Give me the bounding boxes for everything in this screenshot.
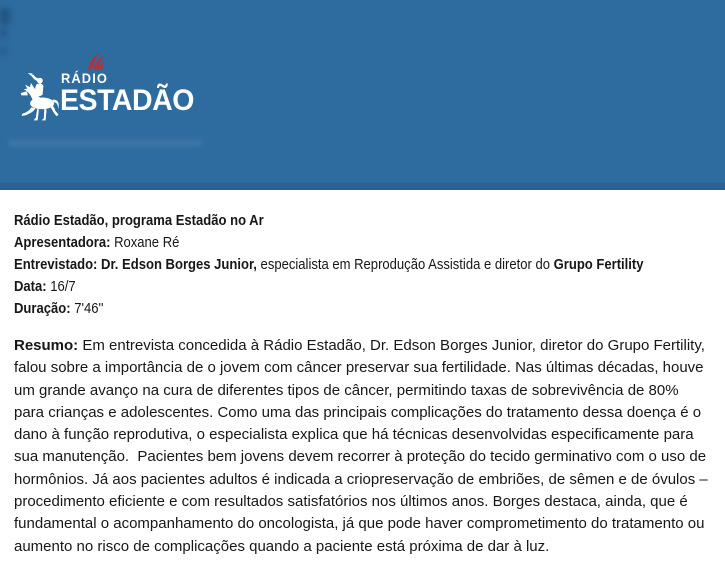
summary-text: Em entrevista concedida à Rádio Estadão, Dr. Edson Borges Junior, diretor do Grupo Fertility, falou sobre a importância de o jovem com câncer preservar sua fertilidade. Nas últimas décadas, houve um grande avanço na cura de diferentes tipos de câncer, permitindo taxas de sobrevivência de 80% para crianças e adolescentes. Como uma das principais complicações do tratamento dessa doença é o dano à função reprodutiva, o especialista explica que há técnicas desenvolvidas especificamente para sua manutenção. Pacientes bem jovens devem recorrer à proteção do tecido germinativo com o uso de hormônios. Já aos pacientes adultos é indicada a criopreservação de embriões, de sêmen e de óvulos – procedimento eficiente e com resultados satisfatórios nos últimos anos. Borges destaca, ainda, que é fundamental o acompanhamento do oncologista, já que pode haver comprometimento do tratamento ou aumento no risco de complicações quando a paciente está próxima de dar à luz. xyxy=(14,337,712,555)
document-body xyxy=(0,190,725,558)
radio-estadao-logo xyxy=(16,52,246,127)
date-line xyxy=(14,276,640,298)
banner xyxy=(0,0,725,190)
presenter-line xyxy=(14,232,640,254)
date-label: Data: xyxy=(14,279,47,295)
duration-line xyxy=(14,298,640,320)
banner-artifact-smudge xyxy=(0,8,10,24)
program-title-line xyxy=(14,210,640,232)
duration-value: 7'46'' xyxy=(74,301,104,317)
banner-bottom-strip xyxy=(0,183,725,190)
summary-label: Resumo: xyxy=(14,337,79,354)
interviewee-description: especialista em Reprodução Assistida e diretor do xyxy=(260,257,550,273)
red-plume-icon xyxy=(87,52,105,72)
interviewee-label: Entrevistado: Dr. Edson Borges Junior, xyxy=(14,257,257,273)
logo-radio-label: RÁDIO xyxy=(61,70,109,86)
banner-ghost-text-artifact xyxy=(8,139,203,147)
summary-paragraph xyxy=(14,335,712,558)
banner-artifact-smudge xyxy=(0,47,6,55)
interviewee-organization: Grupo Fertility xyxy=(553,257,644,273)
presenter-label: Apresentadora: xyxy=(14,235,111,251)
date-value: 16/7 xyxy=(50,279,76,295)
presenter-value: Roxane Ré xyxy=(114,235,180,251)
interviewee-line xyxy=(14,254,644,276)
duration-label: Duração: xyxy=(14,301,71,317)
logo-estadao-label: ESTADÃO xyxy=(60,84,194,117)
banner-artifact-smudge xyxy=(0,28,7,37)
program-title: Rádio Estadão, programa Estadão no Ar xyxy=(14,213,264,229)
herald-on-horseback-icon xyxy=(16,73,61,123)
